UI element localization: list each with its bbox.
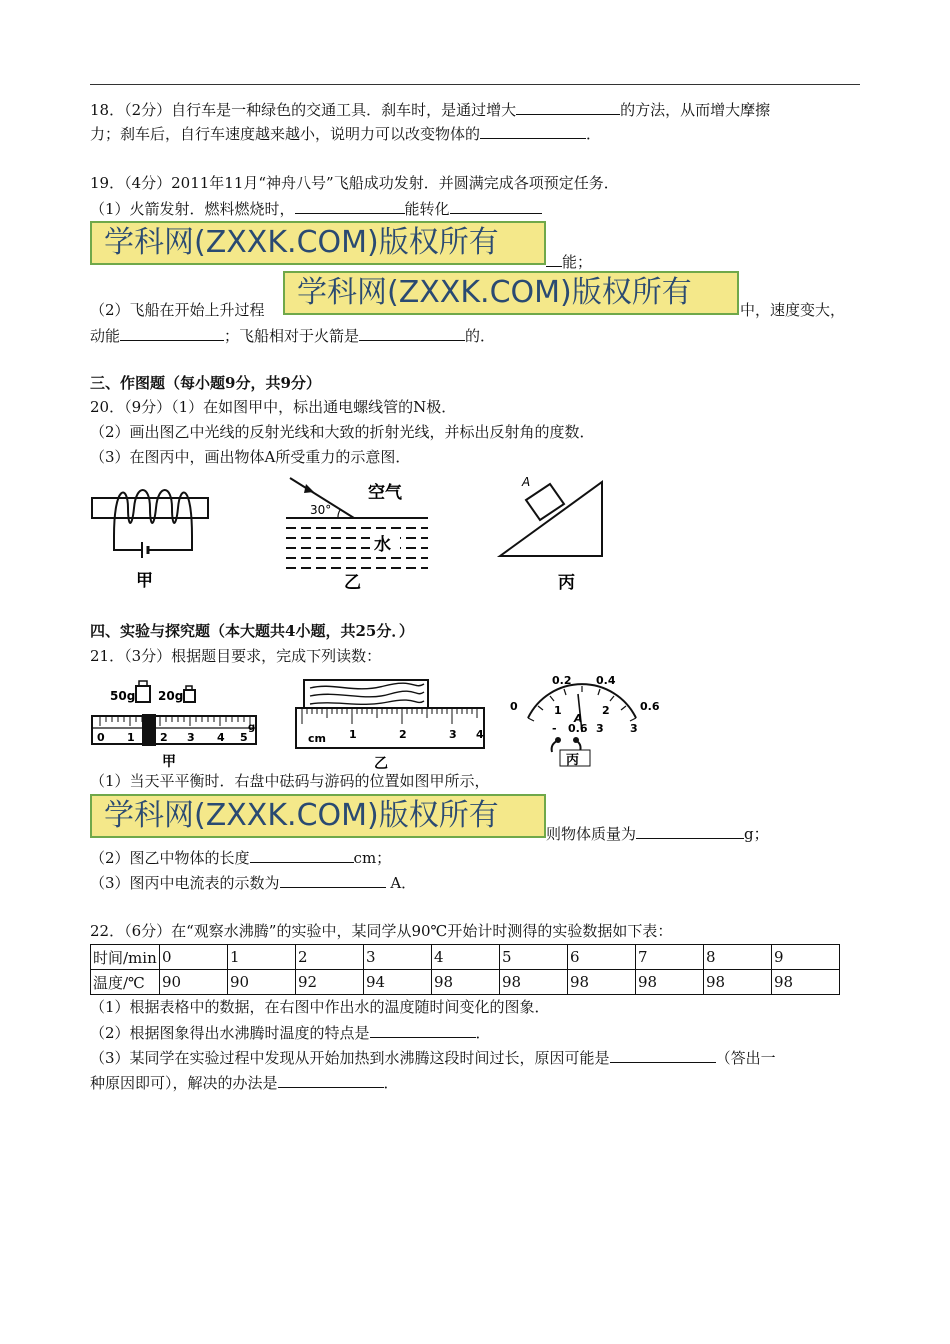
scale-tick-2: 2	[160, 731, 168, 744]
q18-line1	[90, 98, 770, 121]
table-cell: 98	[704, 970, 772, 995]
weight-50g: 50g	[110, 689, 136, 703]
q20-line1: 20．（9分）（1）在如图甲中，标出通电螺线管的N极．	[90, 398, 457, 416]
q19-text-f: 的．	[465, 327, 496, 345]
fig-label-yi: 乙	[344, 573, 361, 593]
refraction-figure	[284, 472, 430, 594]
q21-line5	[90, 871, 416, 894]
table-cell: 1	[228, 945, 296, 970]
q22-text-f: ．	[383, 1074, 399, 1092]
scale-tick-0: 0	[97, 731, 105, 744]
q21-line2: （1）当天平平衡时．右盘中砝码与游码的位置如图甲所示，	[90, 772, 490, 790]
fig-label-bing-2: 丙	[566, 753, 580, 768]
q21-text-f: A．	[385, 874, 417, 892]
q21-text-c: （2）图乙中物体的长度	[90, 849, 250, 867]
q19-line5	[90, 324, 495, 347]
table-cell: 98	[772, 970, 840, 995]
table-head-temp: 温度/℃	[91, 970, 160, 995]
watermark-banner: 学科网(ZXXK.COM)版权所有	[90, 794, 546, 838]
answer-blank	[636, 822, 744, 839]
q21-line4	[90, 846, 391, 869]
q20-line2: （2）画出图乙中光线的反射光线和大致的折射光线，并标出反射角的度数．	[90, 423, 595, 441]
scale-tick-4: 4	[217, 731, 225, 744]
meter-inner-label-1: 1	[554, 704, 562, 717]
ammeter-figure	[506, 672, 662, 776]
q19-text-d: 动能	[90, 327, 121, 345]
q19-text-e: ；飞船相对于火箭是	[224, 327, 360, 345]
table-cell: 6	[568, 945, 636, 970]
table-cell: 4	[432, 945, 500, 970]
answer-blank	[250, 846, 354, 863]
weight-20g: 20g	[158, 689, 184, 703]
meter-edge-label-3: 3	[630, 722, 638, 735]
table-head-time: 时间/min	[91, 945, 160, 970]
q18-text-c: 力；刹车后，自行车速度越来越小，说明力可以改变物体的	[90, 125, 481, 143]
q19-text-a: （1）火箭发射．燃料燃烧时，	[90, 200, 295, 218]
q18-text-b: 的方法，从而增大摩擦	[620, 101, 771, 119]
q19-text-b: 能转化	[404, 200, 450, 218]
table-cell: 2	[296, 945, 364, 970]
table-row	[91, 970, 840, 995]
q21-text-d: cm；	[353, 849, 392, 867]
scale-tick-1: 1	[127, 731, 135, 744]
q18-text-a: 18．（2分）自行车是一种绿色的交通工具．刹车时，是通过增大	[90, 101, 517, 119]
answer-blank	[480, 122, 586, 139]
air-label: 空气	[368, 483, 402, 503]
table-cell: 3	[364, 945, 432, 970]
q22-text-c: （3）某同学在实验过程中发现从开始加热到水沸腾这段时间过长，原因可能是	[90, 1049, 610, 1067]
meter-top-label-2: 0.4	[596, 674, 616, 687]
section3-title: 三、作图题（每小题9分，共9分）	[90, 374, 321, 392]
table-cell: 0	[160, 945, 228, 970]
answer-blank	[370, 1021, 476, 1038]
balance-figure	[88, 672, 264, 772]
answer-blank	[120, 324, 224, 341]
fig-label-jia-2: 甲	[162, 754, 176, 770]
angle-label: 30°	[310, 503, 332, 517]
q18-line2	[90, 122, 601, 145]
fig-label-bing: 丙	[558, 573, 575, 593]
table-row	[91, 945, 840, 970]
fig-label-yi-2: 乙	[374, 756, 388, 772]
answer-blank	[450, 197, 542, 214]
table-cell: 98	[636, 970, 704, 995]
q19-line4b: 中，速度变大，	[740, 301, 846, 319]
q18-text-d: ．	[586, 125, 602, 143]
q19-line2	[90, 197, 542, 220]
answer-blank	[516, 98, 620, 115]
table-cell: 90	[228, 970, 296, 995]
meter-unit: A	[574, 712, 583, 725]
table-cell: 98	[568, 970, 636, 995]
answer-blank	[546, 250, 562, 267]
q19-line1: 19．（4分）2011年11月“神舟八号”飞船成功发射．并圆满完成各项预定任务．	[90, 174, 619, 192]
table-cell: 90	[160, 970, 228, 995]
table-cell: 9	[772, 945, 840, 970]
solenoid-figure	[88, 478, 214, 594]
meter-side-label-0: 0	[510, 700, 518, 713]
watermark-banner: 学科网(ZXXK.COM)版权所有	[90, 221, 546, 265]
answer-blank	[278, 1071, 384, 1088]
q22-line2: （1）根据表格中的数据，在右图中作出水的温度随时间变化的图象．	[90, 998, 550, 1016]
q22-text-e: 种原因即可），解决的办法是	[90, 1074, 278, 1092]
section4-title: 四、实验与探究题（本大题共4小题，共25分．）	[90, 622, 414, 640]
incline-figure	[494, 472, 606, 594]
ruler-tick-3: 3	[449, 728, 457, 741]
answer-blank	[295, 197, 405, 214]
header-rule	[90, 84, 860, 85]
answer-blank	[280, 871, 386, 888]
terminal-06: 0.6	[568, 722, 588, 735]
q19-line4a: （2）飞船在开始上升过程	[90, 301, 265, 319]
terminal-minus: -	[552, 722, 557, 735]
water-label: 水	[374, 535, 391, 555]
block-label: A	[522, 475, 531, 489]
table-cell: 98	[500, 970, 568, 995]
q19-line3	[546, 250, 592, 273]
q22-text-d: （答出一	[715, 1049, 776, 1067]
q20-line3: （3）在图丙中，画出物体A所受重力的示意图．	[90, 448, 411, 466]
meter-inner-label-2: 2	[602, 704, 610, 717]
q21-text-e: （3）图丙中电流表的示数为	[90, 874, 280, 892]
scale-tick-5: 5	[240, 731, 248, 744]
scale-unit: g	[248, 722, 256, 733]
table-cell: 8	[704, 945, 772, 970]
answer-blank	[610, 1046, 716, 1063]
watermark-banner: 学科网(ZXXK.COM)版权所有	[283, 271, 739, 315]
q22-text-a: （2）根据图象得出水沸腾时温度的特点是	[90, 1024, 370, 1042]
table-cell: 98	[432, 970, 500, 995]
q21-text-b: g；	[744, 825, 769, 843]
table-cell: 7	[636, 945, 704, 970]
q22-line4	[90, 1046, 776, 1069]
fig-label-jia: 甲	[136, 571, 153, 591]
table-cell: 92	[296, 970, 364, 995]
ruler-tick-1: 1	[349, 728, 357, 741]
table-cell: 94	[364, 970, 432, 995]
ruler-tick-4: 4	[476, 728, 484, 741]
q22-text-b: ．	[475, 1024, 491, 1042]
ruler-figure	[294, 676, 488, 772]
q21-line1: 21．（3分）根据题目要求，完成下列读数：	[90, 647, 382, 665]
scale-tick-3: 3	[187, 731, 195, 744]
data-table	[90, 944, 840, 995]
q22-line5	[90, 1071, 399, 1094]
meter-top-label-1: 0.2	[552, 674, 572, 687]
ruler-unit: cm	[308, 732, 326, 745]
q21-line3	[546, 822, 769, 845]
q21-text-a: 则物体质量为	[546, 825, 637, 843]
answer-blank	[359, 324, 465, 341]
q22-line1: 22．（6分）在“观察水沸腾”的实验中，某同学从90℃开始计时测得的实验数据如下表：	[90, 922, 673, 940]
q22-line3	[90, 1021, 491, 1044]
meter-side-label-06: 0.6	[640, 700, 660, 713]
ruler-tick-2: 2	[399, 728, 407, 741]
table-cell: 5	[500, 945, 568, 970]
q19-text-c: 能；	[562, 253, 593, 271]
terminal-3: 3	[596, 722, 604, 735]
